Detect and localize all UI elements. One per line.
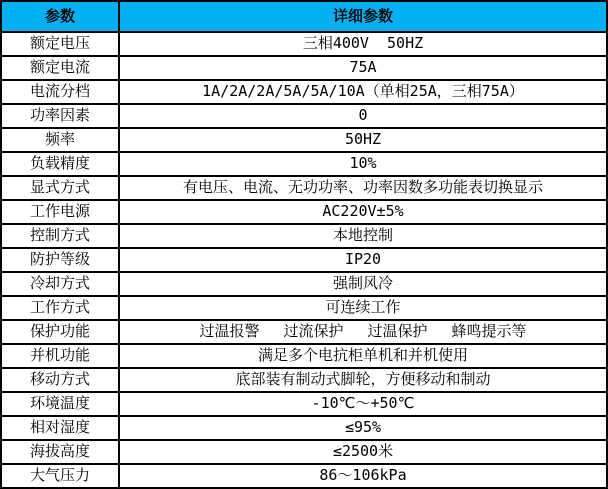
param-cell: 负载精度 [1,152,119,176]
table-body [1,32,607,488]
header-row [1,1,607,32]
value-cell: 50HZ [119,128,607,152]
param-cell: 保护功能 [1,320,119,344]
table-row [1,176,607,200]
param-cell: 显式方式 [1,176,119,200]
param-cell: 额定电压 [1,32,119,56]
table-row [1,392,607,416]
param-cell: 额定电流 [1,56,119,80]
table-row [1,32,607,56]
param-cell: 功率因素 [1,104,119,128]
value-cell: IP20 [119,248,607,272]
value-cell: 满足多个电抗柜单机和并机使用 [119,344,607,368]
param-cell: 工作方式 [1,296,119,320]
param-cell: 并机功能 [1,344,119,368]
header-cell-param: 参数 [1,1,119,32]
value-cell: 75A [119,56,607,80]
table-row [1,104,607,128]
param-cell: 相对湿度 [1,416,119,440]
table-row [1,248,607,272]
value-cell: AC220V±5% [119,200,607,224]
table-row [1,200,607,224]
value-cell: 底部装有制动式脚轮，方便移动和制动 [119,368,607,392]
table-row [1,128,607,152]
value-cell: 可连续工作 [119,296,607,320]
param-cell: 工作电源 [1,200,119,224]
table-row [1,296,607,320]
table-row [1,416,607,440]
value-cell: 三相400V 50HZ [119,32,607,56]
table-row [1,152,607,176]
param-cell: 冷却方式 [1,272,119,296]
table-row [1,80,607,104]
value-cell: -10℃～+50℃ [119,392,607,416]
table-row [1,272,607,296]
value-cell: 本地控制 [119,224,607,248]
value-cell: 1A/2A/2A/5A/5A/10A（单相25A，三相75A） [119,80,607,104]
value-cell: 有电压、电流、无功功率、功率因数多功能表切换显示 [119,176,607,200]
param-cell: 防护等级 [1,248,119,272]
header-cell-value: 详细参数 [119,1,607,32]
param-cell: 海拔高度 [1,440,119,464]
param-cell: 移动方式 [1,368,119,392]
table-row [1,440,607,464]
table-row [1,368,607,392]
table-row [1,344,607,368]
table-row [1,224,607,248]
value-cell: 0 [119,104,607,128]
value-cell: ≤2500米 [119,440,607,464]
param-cell: 频率 [1,128,119,152]
value-cell: 86～106kPa [119,464,607,488]
value-cell: 强制风冷 [119,272,607,296]
param-cell: 大气压力 [1,464,119,488]
param-cell: 环境温度 [1,392,119,416]
param-cell: 电流分档 [1,80,119,104]
table-row [1,320,607,344]
param-cell: 控制方式 [1,224,119,248]
value-cell: 过温报警 过流保护 过温保护 蜂鸣提示等 [119,320,607,344]
table-row [1,464,607,488]
value-cell: 10% [119,152,607,176]
table-row [1,56,607,80]
value-cell: ≤95% [119,416,607,440]
